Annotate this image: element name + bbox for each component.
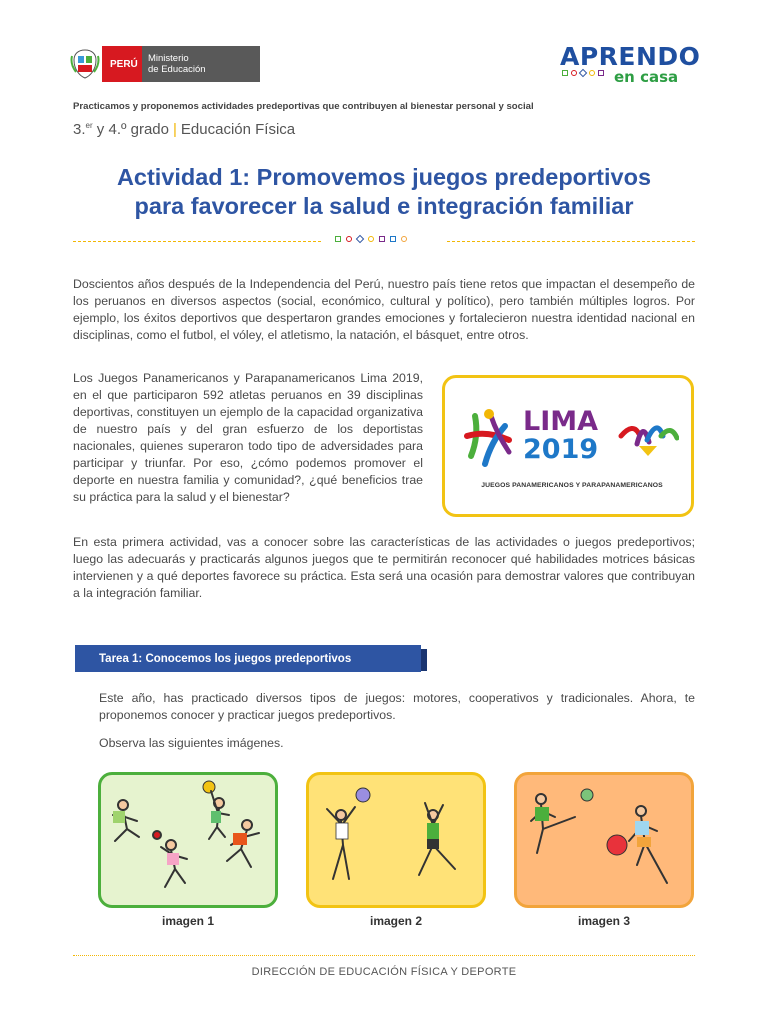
image-2 bbox=[306, 772, 486, 908]
paragraph-intro: Doscientos años después de la Independencia del Perú, nuestro país tiene retos que impactan el desempeño de los peruanos en diversos aspectos (social, económico, cultural y político), pero también múltiples logros. Por ejemplo, los éxitos deportivos que despertaron grandes emociones y fortalecieron nuestra identidad nacional en disciplinas, como el futbol, el vóley, el atletismo, la natación, el básquet, entre otros. bbox=[73, 277, 695, 342]
title-divider bbox=[73, 240, 695, 244]
paragraph-observe: Observa las siguientes imágenes. bbox=[99, 736, 284, 750]
paragraph-task-intro: Este año, has practicado diversos tipos de juegos: motores, cooperativos y tradicionales. Ahora, te proponemos conocer y practicar juegos predeportivos. bbox=[99, 691, 695, 722]
paragraph-panamericanos: Los Juegos Panamericanos y Parapanamericanos Lima 2019, en el que participaron 592 atletas peruanos en 39 disciplinas deportivas, constituyen un ejemplo de la capacidad organizativa de nuestro país y del gran esfuerzo de los deportistas nacionales, quienes superaron todo tipo de adversidades para participar y triunfar. Por eso, ¿cómo podemos promover el deporte en nuestra familia y comunidad?, ¿qué beneficios trae su práctica para la salud y el bienestar? bbox=[73, 371, 423, 504]
footer-text: DIRECCIÓN DE EDUCACIÓN FÍSICA Y DEPORTE bbox=[251, 966, 517, 978]
peru-shield-icon bbox=[68, 46, 102, 82]
image-1-caption: imagen 1 bbox=[161, 914, 215, 928]
kids-volleyball-illustration bbox=[309, 775, 483, 905]
document-subtitle: Practicamos y proponemos actividades predeportivas que contribuyen al bienestar personal y social bbox=[73, 101, 534, 112]
gov-logo bbox=[68, 46, 260, 82]
aprendo-en-casa-logo bbox=[558, 42, 701, 86]
grade-line: 3.$^{er}$ y 4.º grado | Educación Física bbox=[73, 121, 296, 138]
para-figure-icon bbox=[617, 414, 679, 458]
task-header: Tarea 1: Conocemos los juegos predeportivos bbox=[75, 645, 421, 672]
image-3 bbox=[514, 772, 694, 908]
lima-caption: JUEGOS PANAMERICANOS Y PARAPANAMERICANOS bbox=[481, 482, 663, 489]
brand-subtitle: en casa bbox=[614, 68, 679, 86]
gov-ministry-label: Ministerio de Educación bbox=[142, 46, 260, 82]
kids-playing-ball-illustration bbox=[101, 775, 275, 905]
lima-text: LIMA 2019 bbox=[523, 406, 599, 465]
image-3-caption: imagen 3 bbox=[577, 914, 631, 928]
page-title: Actividad 1: Promovemos juegos predeportivos para favorecer la salud e integración familiar bbox=[116, 164, 652, 219]
image-2-caption: imagen 2 bbox=[369, 914, 423, 928]
lima-2019-logo bbox=[442, 375, 694, 517]
paragraph-activity: En esta primera actividad, vas a conocer sobre las características de las actividades o juegos predeportivos; luego las adecuarás y practicarás algunos juegos que te permitirán reconocer qué habilidades motrices básicas intervienen y a qué deportes favorece su práctica. Esta será una ocasión para demostrar valores que contribuyan a la integración familiar. bbox=[73, 535, 695, 600]
divider-shapes-icon bbox=[335, 236, 407, 242]
gov-country-label: PERÚ bbox=[102, 46, 142, 82]
kids-kicking-ball-illustration bbox=[517, 775, 691, 905]
footer-divider bbox=[73, 955, 695, 956]
lima-figure-icon bbox=[461, 406, 515, 470]
brand-shapes-icon bbox=[562, 70, 604, 76]
brand-title: APRENDO bbox=[560, 42, 701, 71]
image-1 bbox=[98, 772, 278, 908]
